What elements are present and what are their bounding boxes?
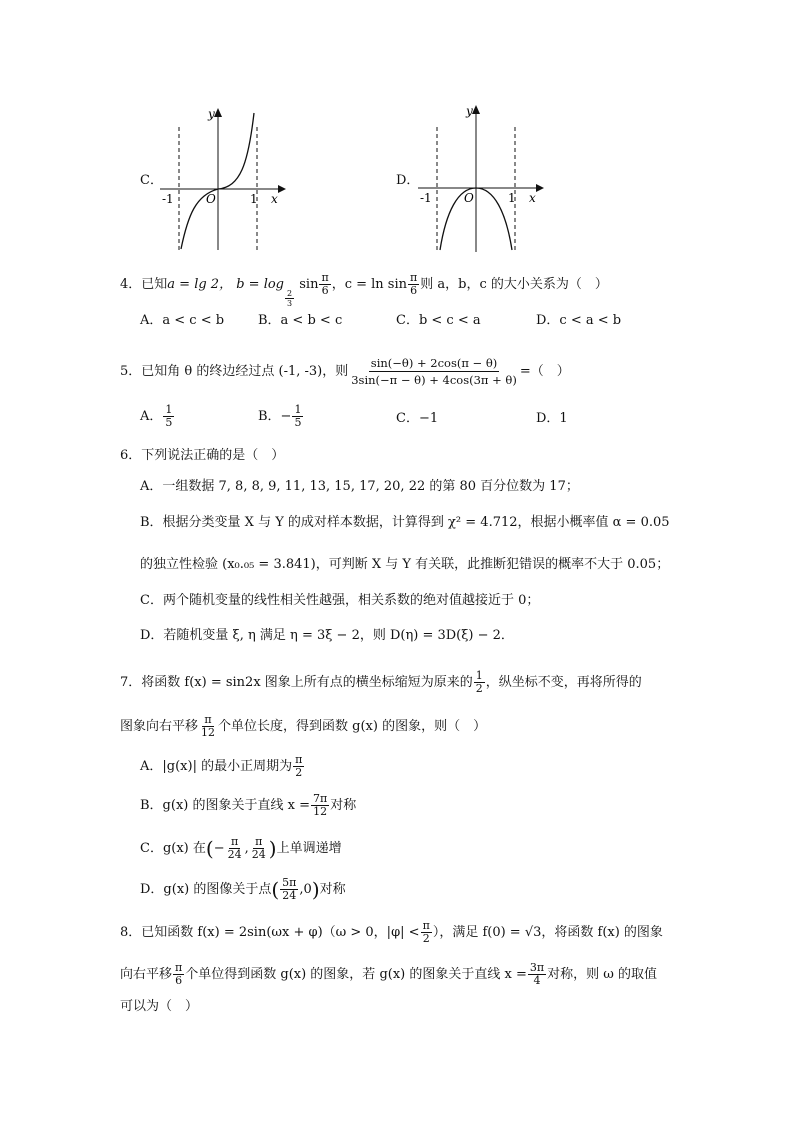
q4-option-a[interactable]: A．a < c < b xyxy=(140,313,225,328)
question-6-stem: 6．下列说法正确的是（ ） xyxy=(120,448,285,463)
graph-d-origin: O xyxy=(464,191,474,205)
graph-d-pos-tick: 1 xyxy=(508,191,516,205)
graph-c-x-label: x xyxy=(271,192,278,206)
q6-option-a[interactable]: A．一组数据 7, 8, 8, 9, 11, 13, 15, 17, 20, 22 的第 80 百分位数为 17； xyxy=(140,479,579,494)
q5-option-c[interactable]: C．−1 xyxy=(396,411,439,426)
q7-option-c[interactable]: C．g(x) 在(− $\frac{\pi}{24}$ , $\frac{\pi}{24}$ )上单调递增 xyxy=(140,835,342,861)
q6-option-b-line1[interactable]: B．根据分类变量 X 与 Y 的成对样本数据，计算得到 χ² = 4.712，根据小概率值 α = 0.05 xyxy=(140,515,670,530)
graph-d-label: D． xyxy=(396,173,420,188)
graph-c-y-label: y xyxy=(208,107,215,121)
q7-option-b[interactable]: B．g(x) 的图象关于直线 x = $\frac{7\pi}{12}$ 对称 xyxy=(140,792,357,818)
q6-option-d[interactable]: D．若随机变量 ξ, η 满足 η = 3ξ − 2，则 D(η) = 3D(ξ) − 2． xyxy=(140,628,514,643)
question-8-line3: 可以为（ ） xyxy=(120,999,199,1014)
q5-option-d[interactable]: D．1 xyxy=(536,411,568,426)
graph-c-pos-tick: 1 xyxy=(250,192,258,206)
q5-option-a[interactable]: A． $\frac{1}{5}$ xyxy=(140,403,173,429)
graph-d-neg-tick: -1 xyxy=(420,191,432,205)
graph-c-label: C． xyxy=(140,173,163,188)
q6-option-b-line2[interactable]: 的独立性检验 (x₀.₀₅ = 3.841)，可判断 X 与 Y 有关联，此推断犯错误的概率不大于 0.05； xyxy=(140,557,670,572)
question-8-line2: 向右平移 $\frac{\pi}{6}$ 个单位得到函数 g(x) 的图象，若 g(x) 的图象关于直线 x = $\frac{3\pi}{4}$ 对称，则 ω 的取值 xyxy=(120,961,657,987)
question-5-stem: 5．已知角 θ 的终边经过点 (-1, -3)，则 $\frac{\sin(-\theta) + 2\cos(\pi - \theta)}{3\sin(-\pi - \theta) + 4\cos(3\pi + \theta)}$ =（ ） xyxy=(120,356,570,387)
graph-d-x-label: x xyxy=(529,191,536,205)
graph-c xyxy=(158,105,288,255)
q4-option-c[interactable]: C．b < c < a xyxy=(396,313,481,328)
graph-d xyxy=(416,102,546,255)
question-7-line2: 图象向右平移 $\frac{\pi}{12}$ 个单位长度，得到函数 g(x) 的图象，则（ ） xyxy=(120,713,487,739)
question-4-stem: 4．已知a = lg 2， b = log $\frac{2}{3}$ sin $\frac{\pi}{6}$ ，c = ln sin $\frac{\pi}{6}$ 则 a，b，c 的大小关系为（ ） xyxy=(120,271,608,308)
q7-option-d[interactable]: D．g(x) 的图像关于点( $\frac{5\pi}{24}$ ,0)对称 xyxy=(140,876,346,902)
q7-option-a[interactable]: A．|g(x)| 的最小正周期为 $\frac{\pi}{2}$ xyxy=(140,753,303,779)
graph-d-y-label: y xyxy=(466,104,473,118)
graph-c-neg-tick: -1 xyxy=(162,192,174,206)
q4-option-b[interactable]: B．a < b < c xyxy=(258,313,343,328)
q5-option-b[interactable]: B．− $\frac{1}{5}$ xyxy=(258,403,302,429)
graph-c-origin: O xyxy=(206,192,216,206)
q6-option-c[interactable]: C．两个随机变量的线性相关性越强，相关系数的绝对值越接近于 0； xyxy=(140,593,540,608)
q4-option-d[interactable]: D．c < a < b xyxy=(536,313,622,328)
question-7-line1: 7．将函数 f(x) = sin2x 图象上所有点的横坐标缩短为原来的 $\frac{1}{2}$ ，纵坐标不变，再将所得的 xyxy=(120,669,642,695)
question-8-line1: 8．已知函数 f(x) = 2sin(ωx + φ)（ω > 0，|φ| < $\frac{\pi}{2}$ ），满足 f(0) = √3，将函数 f(x) 的图象 xyxy=(120,919,663,945)
